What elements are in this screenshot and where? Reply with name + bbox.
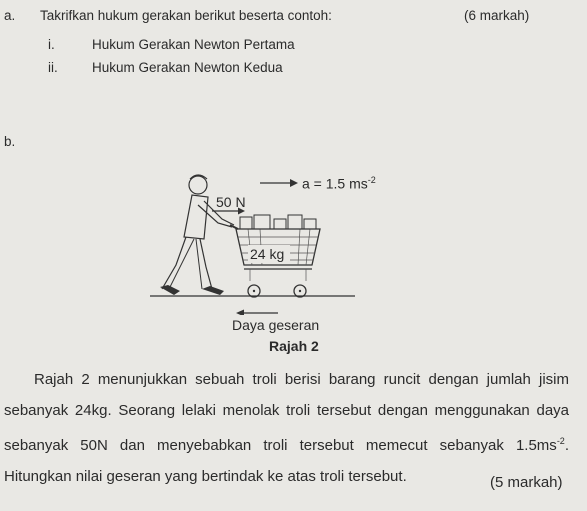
part-b-label: b. xyxy=(4,134,16,149)
acceleration-label: a = 1.5 $ms^{-2}$ xyxy=(302,175,376,192)
groceries xyxy=(240,215,316,229)
part-b-marks: (5 markah) xyxy=(490,474,563,491)
trolley-diagram xyxy=(140,165,400,315)
question-paragraph: Rajah 2 menunjukkan sebuah troli berisi barang runcit dengan jumlah jisim sebanyak 24kg. Seorang lelaki menolak troli tersebut dengan menggunakan daya sebanyak 50N dan menyebabkan troli tersebut memecut sebanyak $1.5ms^{-2}$. Hitungkan nilai geseran yang bertindak ke atas troli tersebut. xyxy=(4,371,569,485)
part-a-marks: (6 markah) xyxy=(464,8,530,23)
part-a-question: Takrifkan hukum gerakan berikut beserta contoh: xyxy=(40,8,332,23)
man-shoe-back xyxy=(160,285,180,295)
figure-caption: Rajah 2 xyxy=(269,338,319,354)
man-leg-front xyxy=(200,239,212,289)
mass-label: 24 kg xyxy=(250,246,285,262)
friction-label: Daya geseran xyxy=(232,317,320,333)
man-head xyxy=(189,176,207,194)
item-number-2: ii. xyxy=(48,60,58,75)
item-text-1: Hukum Gerakan Newton Pertama xyxy=(92,37,295,52)
item-text-2: Hukum Gerakan Newton Kedua xyxy=(92,60,283,75)
part-a-label: a. xyxy=(4,8,16,23)
man-shoe-front xyxy=(202,286,224,295)
item-number-1: i. xyxy=(48,37,55,52)
force-label: 50 N xyxy=(216,194,246,210)
